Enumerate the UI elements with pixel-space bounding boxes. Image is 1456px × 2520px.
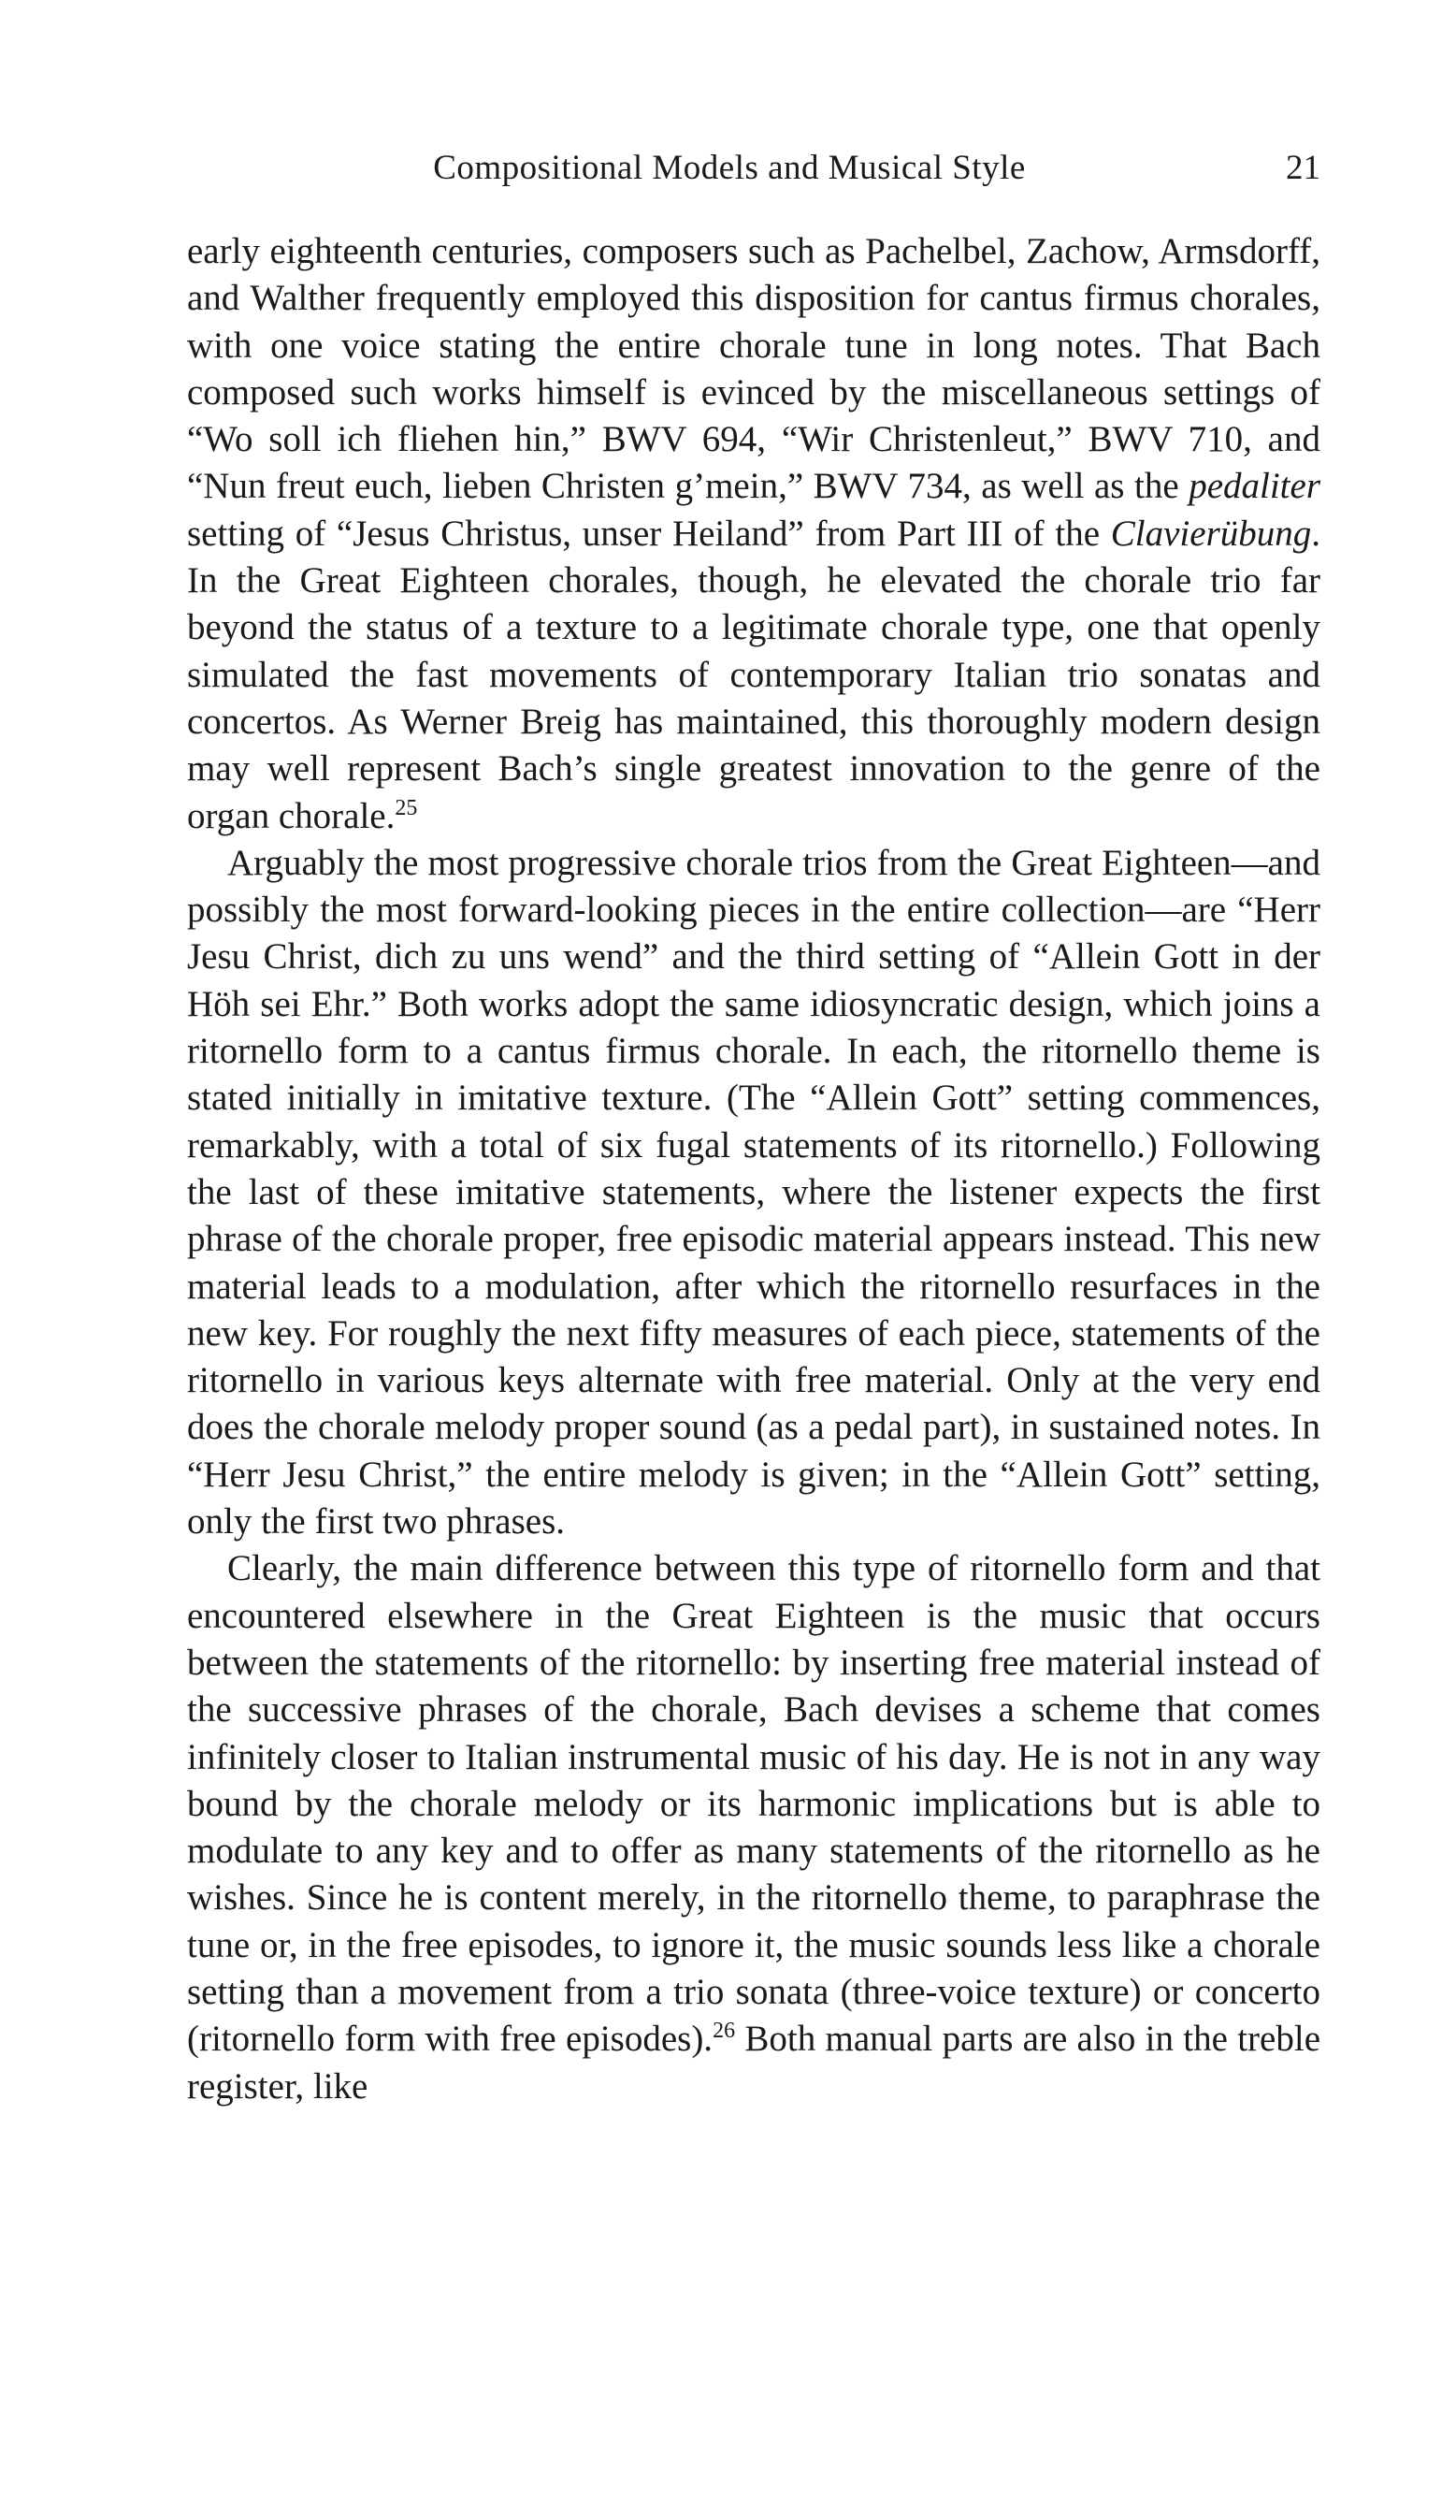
paragraph-3-text-a: Clearly, the main difference between this type of ritornello form and that encountered elsewhere in the Great Eighteen is the music that occurs between the statements of the ritornello: by inserting free material instead of the successive phrases of the chorale, Bach devises a scheme that comes infinitely closer to Italian instrumental music of his day. He is not in any way bound by the chorale melody or its harmonic implications but is able to modulate to any key and to offer as many statements of the ritornello as he wishes. Since he is content merely, in the ritornello theme, to paraphrase the tune or, in the free episodes, to ignore it, the music sounds less like a chorale setting than a movement from a trio sonata (three-voice texture) or concerto (ritornello form with free episodes).: [187, 1548, 1320, 2060]
footnote-ref-26: 26: [713, 2019, 736, 2044]
paragraph-3-text-b: Both manual parts are also in the treble register, like: [187, 2019, 1321, 2107]
paragraph-1: [187, 228, 1320, 840]
running-head: [187, 140, 1320, 196]
paragraph-3: [187, 1545, 1320, 2110]
body-text: [187, 228, 1320, 2110]
paragraph-1-text-c: . In the Great Eighteen chorales, though, he elevated the chorale trio far beyond the status of a texture to a legitimate chorale type, one that openly simulated the fast movements of contemporary Italian trio sonatas and concertos. As Werner Breig has maintained, this thoroughly modern design may well represent Bach’s single greatest innovation to the genre of the organ chorale.: [187, 513, 1320, 836]
paragraph-1-italic-clavierubung: Clavierübung: [1110, 513, 1312, 554]
footnote-ref-25: 25: [395, 795, 418, 820]
running-title: Compositional Models and Musical Style: [433, 149, 1026, 187]
page-number: 21: [1286, 149, 1320, 187]
paragraph-1-italic-pedaliter: pedaliter: [1189, 466, 1320, 507]
paragraph-1-text-b: setting of “Jesus Christus, unser Heiland” from Part III of the: [187, 513, 1111, 554]
paragraph-2-text: Arguably the most progressive chorale trios from the Great Eighteen—and possibly the most forward-looking pieces in the entire collection—are “Herr Jesu Christ, dich zu uns wend” and the third setting of “Allein Gott in der Höh sei Ehr.” Both works adopt the same idiosyncratic design, which joins a ritornello form to a cantus firmus chorale. In each, the ritornello theme is stated initially in imitative texture. (The “Allein Gott” setting commences, remarkably, with a total of six fugal statements of its ritornello.) Following the last of these imitative statements, where the listener expects the first phrase of the chorale proper, free episodic material appears instead. This new material leads to a modulation, after which the ritornello resurfaces in the new key. For roughly the next fifty measures of each piece, statements of the ritornello in various keys alternate with free material. Only at the very end does the chorale melody proper sound (as a pedal part), in sustained notes. In “Herr Jesu Christ,” the entire melody is given; in the “Allein Gott” setting, only the first two phrases.: [187, 842, 1320, 1542]
paragraph-1-text-a: early eighteenth centuries, composers such as Pachelbel, Zachow, Armsdorff, and Walther frequently employed this disposition for cantus firmus chorales, with one voice stating the entire chorale tune in long notes. That Bach composed such works himself is evinced by the miscellaneous settings of “Wo soll ich fliehen hin,” BWV 694, “Wir Christenleut,” BWV 710, and “Nun freut euch, lieben Christen g’mein,” BWV 734, as well as the: [187, 231, 1320, 507]
paragraph-2: [187, 840, 1320, 1545]
